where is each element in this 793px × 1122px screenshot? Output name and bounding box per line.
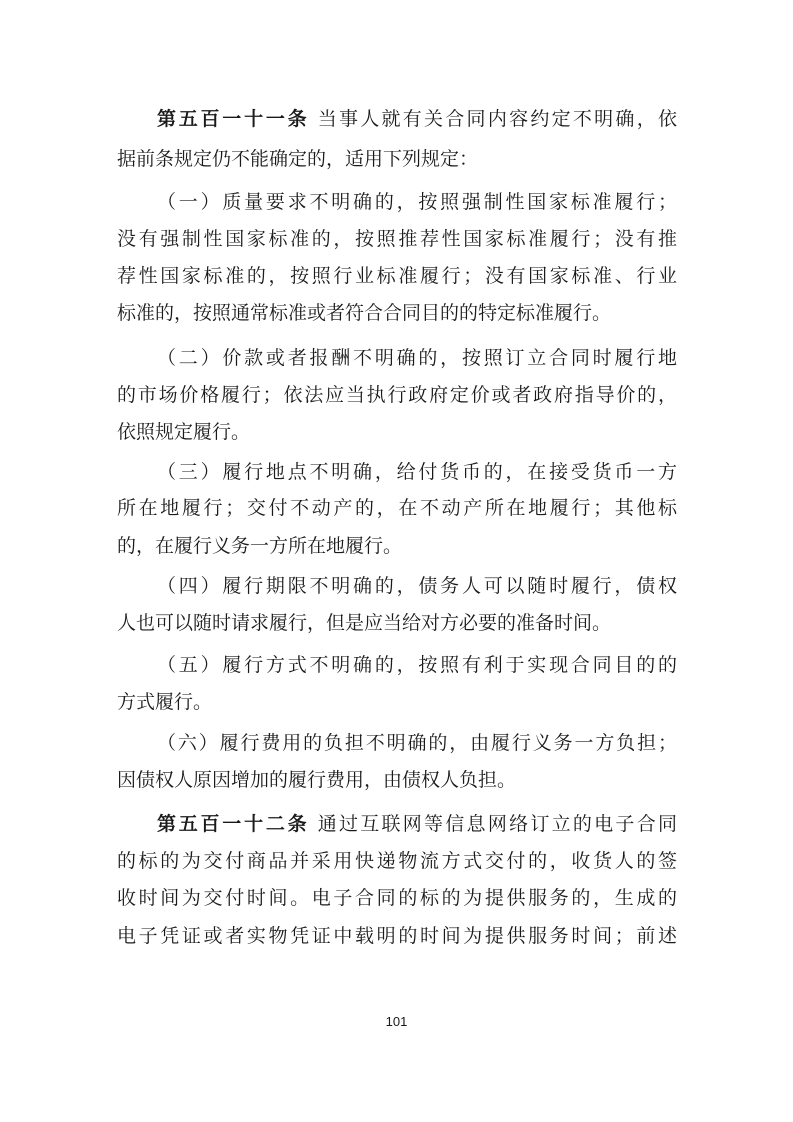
article-512-line-2: 的标的为交付商品并采用快递物流方式交付的，收货人的签 bbox=[117, 850, 677, 872]
item-1-line-1: （一）质量要求不明确的，按照强制性国家标准履行； bbox=[157, 191, 677, 213]
article-511-heading: 第五百一十一条 bbox=[157, 108, 310, 130]
item-1-line-4: 标准的，按照通常标准或者符合合同目的的特定标准履行。 bbox=[117, 302, 612, 324]
article-511-intro-line2: 据前条规定仍不能确定的，适用下列规定： bbox=[117, 148, 479, 170]
item-2-line-2: 的市场价格履行；依法应当执行政府定价或者政府指导价的， bbox=[117, 384, 677, 406]
item-6-line-1: （六）履行费用的负担不明确的，由履行义务一方负担； bbox=[157, 732, 677, 754]
article-511-intro-line1: 当事人就有关合同内容约定不明确，依 bbox=[317, 108, 677, 130]
article-512-line-1: 通过互联网等信息网络订立的电子合同 bbox=[317, 813, 677, 835]
item-4-line-1: （四）履行期限不明确的，债务人可以随时履行，债权 bbox=[157, 575, 677, 597]
item-2-line-3: 依照规定履行。 bbox=[117, 421, 251, 443]
item-1-line-2: 没有强制性国家标准的，按照推荐性国家标准履行；没有推 bbox=[117, 228, 677, 250]
item-5-line-1: （五）履行方式不明确的，按照有利于实现合同目的的 bbox=[157, 654, 677, 676]
page-number: 101 bbox=[385, 1014, 408, 1029]
item-6-line-2: 因债权人原因增加的履行费用，由债权人负担。 bbox=[117, 769, 517, 791]
item-3-line-2: 所在地履行；交付不动产的，在不动产所在地履行；其他标 bbox=[117, 497, 677, 519]
item-5-line-2: 方式履行。 bbox=[117, 691, 213, 713]
item-1-line-3: 荐性国家标准的，按照行业标准履行；没有国家标准、行业 bbox=[117, 265, 677, 287]
article-512-line-3: 收时间为交付时间。电子合同的标的为提供服务的，生成的 bbox=[117, 887, 677, 909]
item-4-line-2: 人也可以随时请求履行，但是应当给对方必要的准备时间。 bbox=[117, 612, 612, 634]
item-3-line-3: 的，在履行义务一方所在地履行。 bbox=[117, 535, 403, 557]
article-512-heading: 第五百一十二条 bbox=[157, 813, 310, 835]
item-3-line-1: （三）履行地点不明确，给付货币的，在接受货币一方 bbox=[157, 461, 677, 483]
article-512-first-line bbox=[157, 808, 677, 840]
article-511-first-line bbox=[157, 103, 677, 135]
item-2-line-1: （二）价款或者报酬不明确的，按照订立合同时履行地 bbox=[157, 347, 677, 369]
article-512-line-4: 电子凭证或者实物凭证中载明的时间为提供服务时间；前述 bbox=[117, 925, 677, 947]
